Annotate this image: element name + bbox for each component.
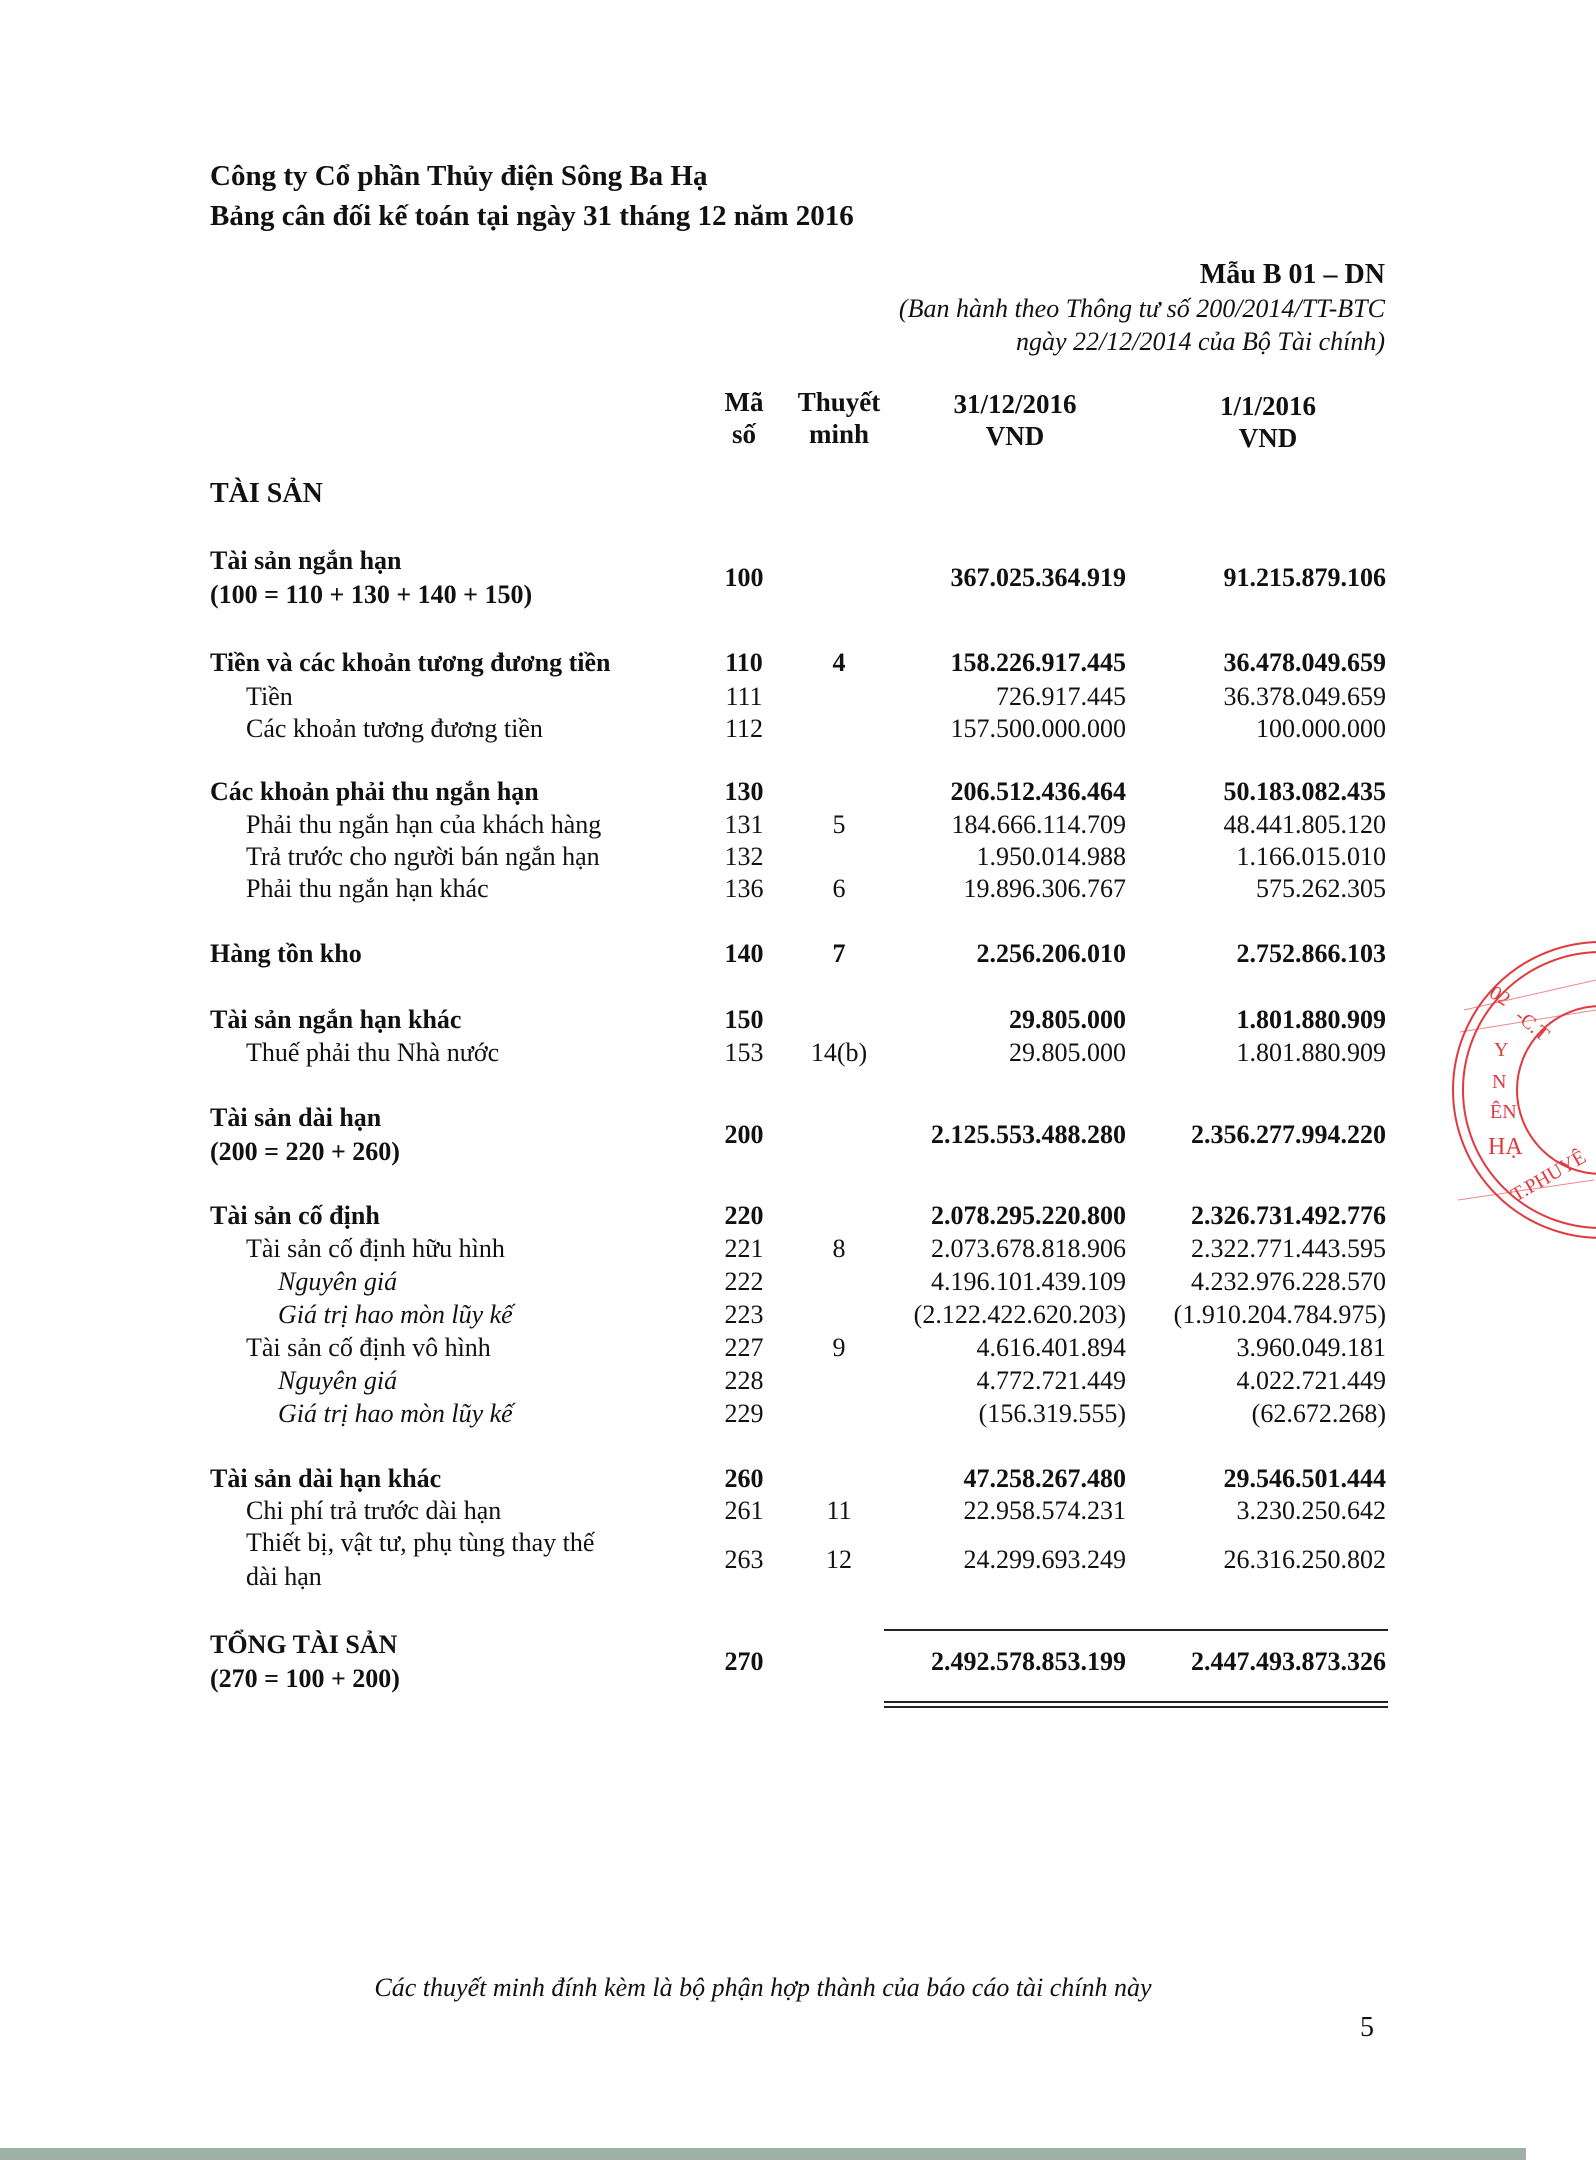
row-value-current: 2.078.295.220.800 (931, 1201, 1126, 1230)
row-value-current: 4.772.721.449 (976, 1366, 1126, 1395)
row-value-current: (156.319.555) (978, 1399, 1126, 1428)
row-code: 112 (724, 714, 764, 743)
row-value-current: 157.500.000.000 (950, 714, 1126, 743)
row-value-previous: 91.215.879.106 (1223, 563, 1386, 592)
row-note: 14(b) (810, 1038, 868, 1067)
row-label: Thuế phải thu Nhà nước (246, 1038, 500, 1067)
table-row (0, 1036, 1526, 1070)
table-row (0, 680, 1526, 714)
row-value-previous: 4.022.721.449 (1236, 1366, 1386, 1395)
row-note: 6 (832, 874, 846, 903)
row-value-previous: 4.232.976.228.570 (1191, 1267, 1386, 1296)
column-header-code-line1: Mã (724, 387, 764, 417)
row-value-current: 726.917.445 (996, 682, 1126, 711)
row-note: 4 (832, 648, 846, 677)
table-row (0, 712, 1526, 746)
row-label: Các khoản phải thu ngắn hạn (210, 777, 539, 806)
row-code: 100 (724, 563, 764, 592)
svg-text:N: N (1492, 1071, 1507, 1093)
row-value-current: 2.125.553.488.280 (931, 1120, 1126, 1149)
svg-text:-C.T: -C.T (1510, 1004, 1554, 1046)
row-code: 136 (724, 874, 764, 903)
svg-text:HẠ: HẠ (1488, 1134, 1523, 1160)
table-row (0, 1364, 1526, 1398)
scan-edge (0, 2148, 1526, 2160)
row-label: Phải thu ngắn hạn của khách hàng (246, 810, 602, 839)
row-code: 227 (724, 1333, 764, 1362)
row-value-previous: 36.378.049.659 (1223, 682, 1386, 711)
row-label: Nguyên giá (278, 1267, 398, 1296)
table-row (0, 1526, 1526, 1594)
issued-line-1: (Ban hành theo Thông tư số 200/2014/TT-BTC (898, 294, 1385, 323)
column-header-current (920, 388, 1110, 452)
row-code: 222 (724, 1267, 764, 1296)
row-label: Thiết bị, vật tư, phụ tùng thay thế dài hạn (246, 1528, 595, 1591)
row-label: Giá trị hao mòn lũy kế (278, 1399, 513, 1428)
table-row (0, 840, 1526, 874)
row-value-previous: 2.752.866.103 (1236, 939, 1386, 968)
table-row (0, 1101, 1526, 1169)
row-label: Tài sản cố định hữu hình (246, 1234, 505, 1263)
row-value-current: 206.512.436.464 (950, 777, 1126, 806)
row-value-previous: 36.478.049.659 (1223, 648, 1386, 677)
form-code: Mẫu B 01 – DN (1199, 259, 1385, 290)
page-number: 5 (1360, 2012, 1374, 2043)
row-code: 130 (724, 777, 764, 806)
row-code: 111 (725, 682, 763, 711)
row-note: 7 (832, 939, 846, 968)
row-label: Tiền (246, 682, 293, 711)
section-title-assets: TÀI SẢN (210, 478, 323, 509)
row-value-previous: (62.672.268) (1251, 1399, 1386, 1428)
row-label: TỔNG TÀI SẢN (270 = 100 + 200) (210, 1630, 400, 1693)
table-row (0, 872, 1526, 906)
row-value-current: 29.805.000 (1009, 1005, 1126, 1034)
column-header-previous (1178, 390, 1358, 454)
row-value-current: 22.958.574.231 (963, 1496, 1126, 1525)
svg-text:02: 02 (1485, 981, 1514, 1011)
table-row (0, 808, 1526, 842)
row-code: 153 (724, 1038, 764, 1067)
row-code: 229 (724, 1399, 764, 1428)
table-row (0, 1003, 1526, 1037)
total-double-rule-1 (884, 1701, 1388, 1703)
table-row (0, 646, 1526, 680)
row-note: 12 (826, 1545, 852, 1574)
row-value-previous: 1.166.015.010 (1236, 842, 1386, 871)
table-row (0, 1232, 1526, 1266)
report-title: Bảng cân đối kế toán tại ngày 31 tháng 12 năm 2016 (210, 200, 854, 232)
row-code: 263 (724, 1545, 764, 1574)
column-header-current-line2: VND (985, 421, 1045, 451)
row-value-current: 367.025.364.919 (950, 563, 1126, 592)
row-label: Tài sản dài hạn khác (210, 1464, 442, 1493)
row-value-current: 158.226.917.445 (950, 648, 1126, 677)
issued-note (685, 292, 1385, 358)
table-row (0, 1199, 1526, 1233)
column-header-current-line1: 31/12/2016 (953, 389, 1077, 419)
row-code: 150 (724, 1005, 764, 1034)
row-value-current: 1.950.014.988 (976, 842, 1126, 871)
row-code: 200 (724, 1120, 764, 1149)
row-value-previous: 29.546.501.444 (1223, 1464, 1386, 1493)
row-label: Tài sản ngắn hạn (100 = 110 + 130 + 140 + 150) (210, 546, 533, 609)
column-header-previous-line1: 1/1/2016 (1219, 391, 1316, 421)
row-value-previous: 50.183.082.435 (1223, 777, 1386, 806)
table-row (0, 1397, 1526, 1431)
row-code: 223 (724, 1300, 764, 1329)
row-value-previous: 100.000.000 (1256, 714, 1386, 743)
column-header-note-line2: minh (808, 419, 870, 449)
svg-text:T.PHUYÊ: T.PHUYÊ (1507, 1146, 1590, 1207)
row-value-previous: 1.801.880.909 (1236, 1038, 1386, 1067)
row-value-previous: 48.441.805.120 (1223, 810, 1386, 839)
row-label: Tài sản cố định vô hình (246, 1333, 491, 1362)
company-name: Công ty Cổ phần Thủy điện Sông Ba Hạ (210, 160, 708, 192)
row-value-current: 2.256.206.010 (976, 939, 1126, 968)
row-code: 261 (724, 1496, 764, 1525)
row-note: 9 (832, 1333, 846, 1362)
row-label: Trả trước cho người bán ngắn hạn (246, 842, 600, 871)
row-code: 221 (724, 1234, 764, 1263)
row-value-current: (2.122.422.620.203) (913, 1300, 1126, 1329)
column-header-previous-line2: VND (1238, 423, 1298, 453)
row-code: 228 (724, 1366, 764, 1395)
svg-text:ÊN: ÊN (1490, 1101, 1517, 1123)
row-value-previous: 575.262.305 (1256, 874, 1386, 903)
row-code: 270 (724, 1647, 764, 1676)
row-label: Tiền và các khoản tương đương tiền (210, 648, 611, 677)
table-row (0, 1462, 1526, 1496)
row-value-previous: 26.316.250.802 (1223, 1545, 1386, 1574)
row-value-current: 2.492.578.853.199 (931, 1647, 1126, 1676)
row-value-previous: (1.910.204.784.975) (1173, 1300, 1386, 1329)
column-header-note-line1: Thuyết (797, 387, 881, 417)
row-value-current: 4.196.101.439.109 (931, 1267, 1126, 1296)
column-header-code-line2: số (731, 419, 756, 449)
row-value-current: 184.666.114.709 (951, 810, 1126, 839)
table-row-total (0, 1628, 1526, 1696)
row-label: Chi phí trả trước dài hạn (246, 1496, 502, 1525)
row-value-previous: 3.230.250.642 (1236, 1496, 1386, 1525)
row-code: 132 (724, 842, 764, 871)
row-value-current: 4.616.401.894 (976, 1333, 1126, 1362)
row-value-current: 24.299.693.249 (963, 1545, 1126, 1574)
row-value-previous: 1.801.880.909 (1236, 1005, 1386, 1034)
row-value-previous: 2.447.493.873.326 (1191, 1647, 1386, 1676)
column-header-code (708, 386, 780, 450)
svg-text:Y: Y (1494, 1039, 1509, 1061)
row-code: 131 (724, 810, 764, 839)
row-code: 140 (724, 939, 764, 968)
table-row (0, 544, 1526, 612)
row-note: 5 (832, 810, 846, 839)
table-row (0, 1298, 1526, 1332)
row-value-previous: 2.356.277.994.220 (1191, 1120, 1386, 1149)
table-row (0, 1331, 1526, 1365)
row-value-previous: 2.322.771.443.595 (1191, 1234, 1386, 1263)
row-label: Phải thu ngắn hạn khác (246, 874, 489, 903)
row-code: 220 (724, 1201, 764, 1230)
row-label: Nguyên giá (278, 1366, 398, 1395)
row-label: Giá trị hao mòn lũy kế (278, 1300, 513, 1329)
table-row (0, 937, 1526, 971)
issued-line-2: ngày 22/12/2014 của Bộ Tài chính) (1015, 327, 1385, 356)
table-row (0, 1265, 1526, 1299)
row-label: Tài sản dài hạn (200 = 220 + 260) (210, 1103, 400, 1166)
column-header-note (780, 386, 898, 450)
row-label: Hàng tồn kho (210, 939, 362, 968)
company-stamp (1436, 940, 1596, 1240)
row-code: 110 (725, 648, 763, 677)
row-label: Tài sản ngắn hạn khác (210, 1005, 462, 1034)
table-row (0, 775, 1526, 809)
row-value-previous: 3.960.049.181 (1236, 1333, 1386, 1362)
table-row (0, 1494, 1526, 1528)
row-label: Tài sản cố định (210, 1201, 380, 1230)
row-note: 11 (826, 1496, 852, 1525)
row-code: 260 (724, 1464, 764, 1493)
row-note: 8 (832, 1234, 846, 1263)
total-double-rule-2 (884, 1706, 1388, 1708)
row-value-current: 2.073.678.818.906 (931, 1234, 1126, 1263)
row-value-current: 19.896.306.767 (963, 874, 1126, 903)
row-label: Các khoản tương đương tiền (246, 714, 543, 743)
row-value-current: 47.258.267.480 (963, 1464, 1126, 1493)
row-value-previous: 2.326.731.492.776 (1191, 1201, 1386, 1230)
footer-note: Các thuyết minh đính kèm là bộ phận hợp thành của báo cáo tài chính này (374, 1973, 1152, 2002)
row-value-current: 29.805.000 (1009, 1038, 1126, 1067)
